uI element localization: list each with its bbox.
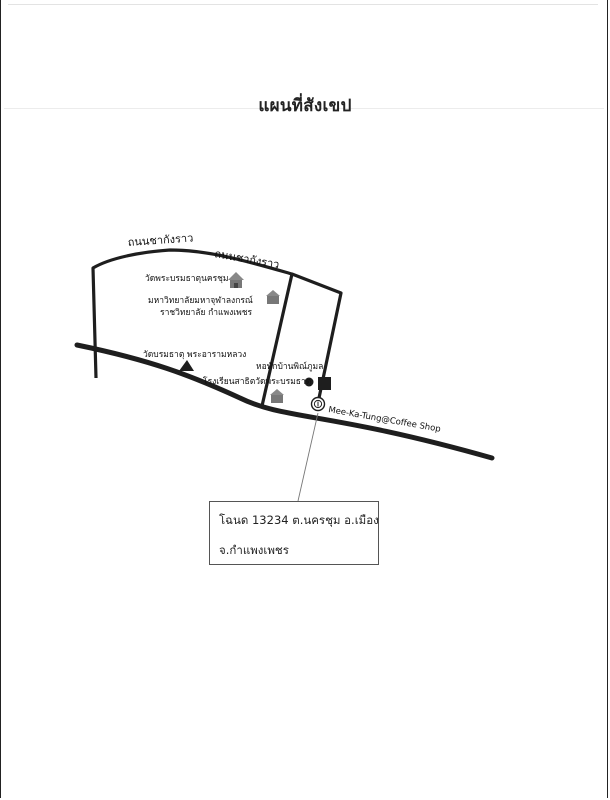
deed-info-box xyxy=(209,501,379,565)
coffee-shop-icon xyxy=(312,398,325,411)
label-university-line2: ราชวิทยาลัย กำแพงเพชร xyxy=(160,308,253,318)
label-university-line1: มหาวิทยาลัยมหาจุฬาลงกรณ์ xyxy=(148,296,253,306)
label-temple-phra-borommathat: วัดพระบรมธาตุนครชุม xyxy=(145,274,229,284)
label-wat-borommathat: วัดบรมธาตุ พระอารามหลวง xyxy=(143,350,247,360)
building-icon xyxy=(266,290,280,304)
deed-line-2: จ.กำแพงเพชร xyxy=(219,543,289,557)
label-museum: หอพักบ้านพิณ์ภูมล xyxy=(256,362,324,372)
square-marker-icon xyxy=(318,377,331,390)
pointer-line xyxy=(298,413,318,501)
road-label-upper-left: ถนนชากังราว xyxy=(127,231,194,249)
label-coffee-shop: Mee-Ka-Tung@Coffee Shop xyxy=(327,405,442,435)
map-title: แผนที่สังเขป xyxy=(258,96,352,116)
deed-line-1: โฉนด 13234 ต.นครชุม อ.เมือง xyxy=(219,513,379,527)
road-label-upper-right: ถนนชากังราว xyxy=(213,247,281,272)
upper-road-loop xyxy=(93,250,341,398)
temple-icon xyxy=(228,272,244,288)
triangle-marker-icon xyxy=(179,360,194,371)
label-school: โรงเรียนสาธิตวัดพระบรมธาตุ xyxy=(203,377,312,387)
school-building-icon xyxy=(270,389,284,403)
